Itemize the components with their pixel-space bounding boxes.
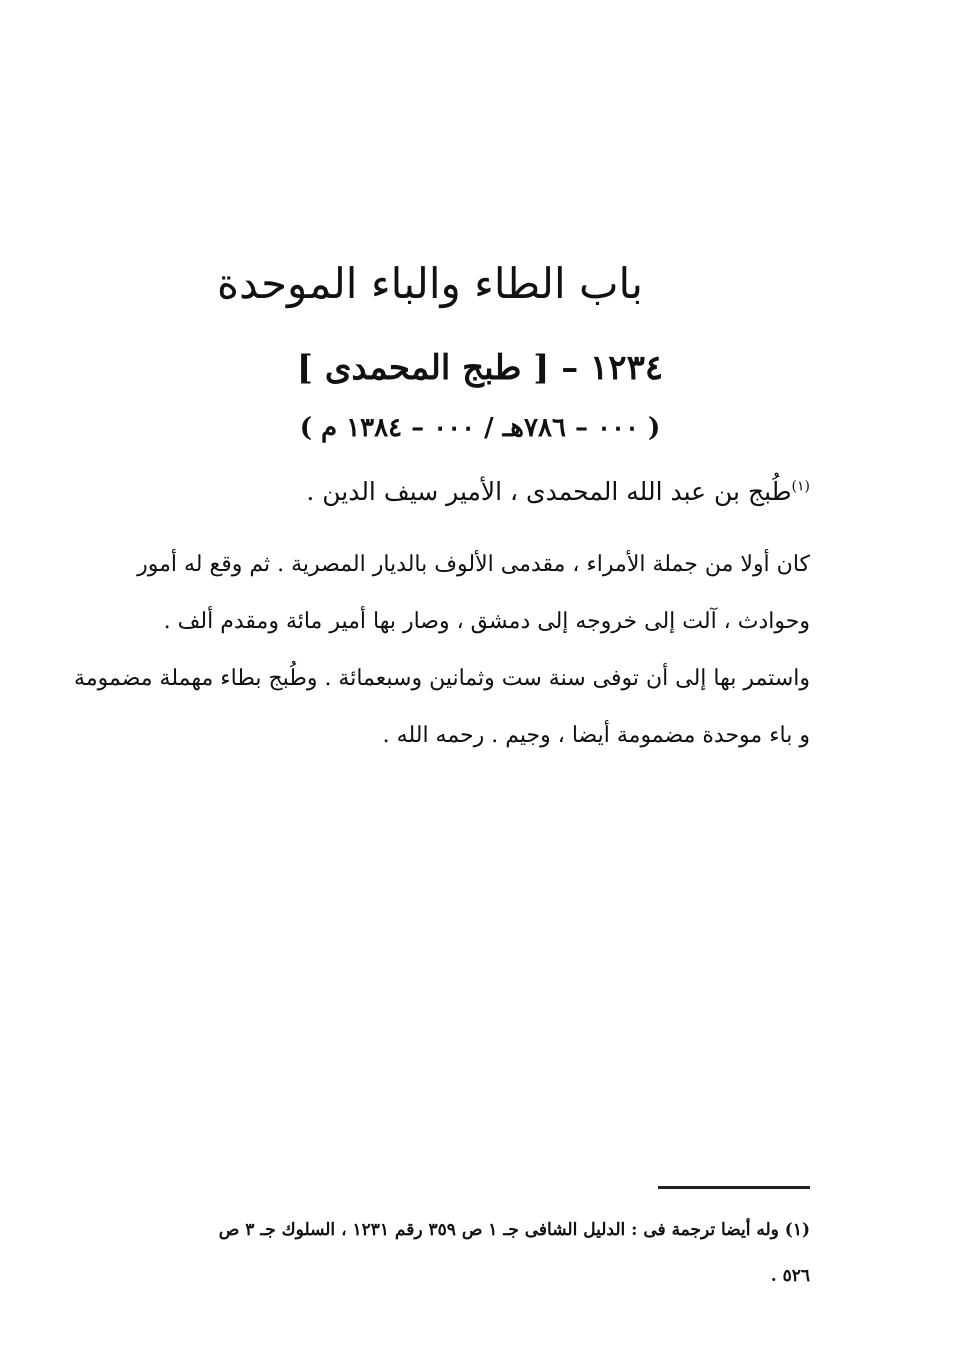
entry-heading: ١٢٣٤ – [ طبج المحمدى ] <box>296 348 664 388</box>
footnote <box>160 1207 810 1299</box>
footnote-divider <box>658 1186 810 1189</box>
entry-dates: ( ٠٠٠ – ٧٨٦هـ / ٠٠٠ – ١٣٨٤ م ) <box>299 413 661 443</box>
footnote-line: (١) وله أيضا ترجمة فى : الدليل الشافى جـ ١ ص ٣٥٩ رقم ١٢٣١ ، السلوك جـ ٣ ص <box>218 1220 810 1240</box>
body-line: وحوادث ، آلت إلى خروجه إلى دمشق ، وصار بها أمير مائة ومقدم ألف . <box>163 609 810 634</box>
body-line: واستمر بها إلى أن توفى سنة ست وثمانين وسبعمائة . وطُبج بطاء مهملة مضمومة <box>74 666 810 691</box>
footnote-line: ٥٢٦ . <box>770 1266 810 1286</box>
footnote-reference-marker: (١) <box>791 478 810 495</box>
entry-body <box>74 536 810 764</box>
entry-name-text: طُبج بن عبد الله المحمدى ، الأمير سيف الدين . <box>306 477 792 506</box>
chapter-title: باب الطاء والباء الموحدة <box>217 259 643 308</box>
body-line: و باء موحدة مضمومة أيضا ، وجيم . رحمه الله . <box>382 723 810 748</box>
entry-name-line <box>306 466 810 518</box>
body-line: كان أولا من جملة الأمراء ، مقدمى الألوف بالديار المصرية . ثم وقع له أمور <box>137 552 810 577</box>
